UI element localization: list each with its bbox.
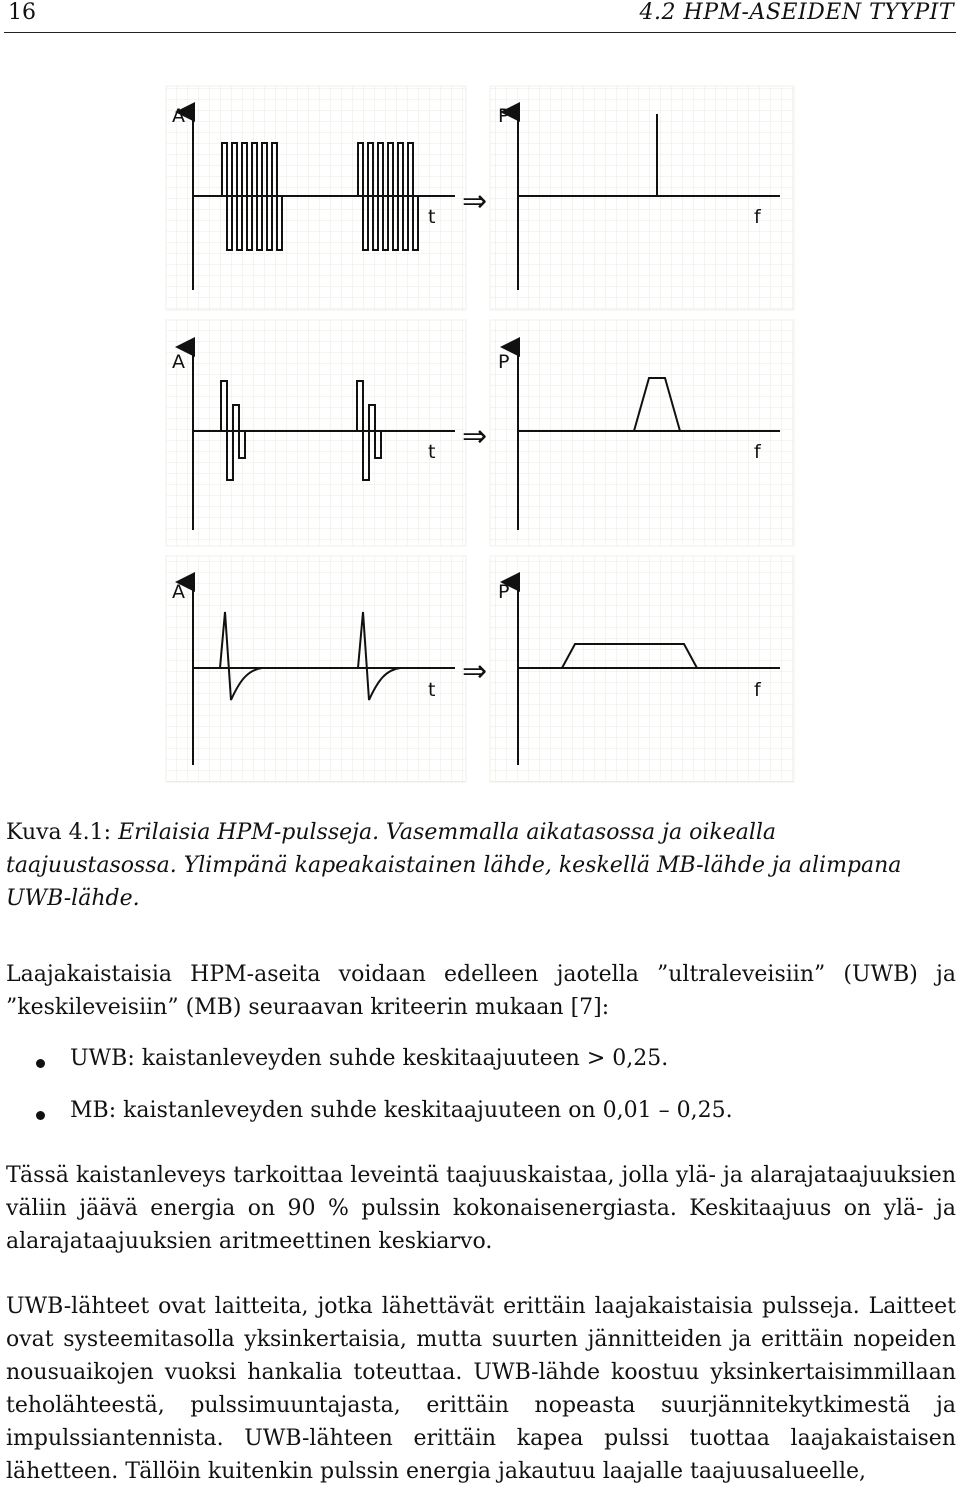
row-ultrawideband xyxy=(166,556,794,782)
axis-label-t-row3: t xyxy=(428,679,436,701)
list-item-text: UWB: kaistanleveyden suhde keskitaajuuteen > 0,25. xyxy=(70,1046,669,1071)
bullet-dot xyxy=(36,1059,45,1068)
list-item-text: MB: kaistanleveyden suhde keskitaajuuteen on 0,01 – 0,25. xyxy=(70,1098,733,1123)
axis-label-t-row1: t xyxy=(428,206,436,228)
running-header: 4.2 HPM-ASEIDEN TYYPIT xyxy=(639,0,954,25)
implies-arrow-row3: ⇒ xyxy=(462,654,488,689)
bullet-dot xyxy=(36,1111,45,1120)
panel-time-row1 xyxy=(166,86,466,310)
row-narrowband xyxy=(166,86,794,310)
axis-label-p-row3: P xyxy=(498,581,510,603)
panel-time-row2 xyxy=(166,320,466,546)
axis-label-f-row3: f xyxy=(754,679,761,701)
axis-label-a-row3: A xyxy=(172,581,185,603)
paragraph-1: Laajakaistaisia HPM-aseita voidaan edelleen jaotella ”ultraleveisiin” (UWB) ja ”keskileveisiin” (MB) seuraavan kriteerin mukaan [7]: xyxy=(6,962,956,1020)
axis-label-p-row2: P xyxy=(498,351,510,373)
paragraph-3: UWB-lähteet ovat laitteita, jotka lähettävät erittäin laajakaistaisia pulsseja. Laitteet ovat systeemitasolla yksinkertaisia, mutta suurten jännitteiden ja erittäin nopeiden nousuaikojen vuoksi hankalia toteuttaa. UWB-lähde koostuu yksinkertaisimmillaan teholähteestä, pulssimuuntajasta, erittäin nopeasta suurjännitekytkimestä ja impulssiantennista. UWB-lähteen erittäin kapea pulssi tuottaa laajakaistaisen lähetteen. Tällöin kuitenkin pulssin energia jakautuu laajalle taajuusalueelle, xyxy=(6,1294,956,1484)
paragraph-2: Tässä kaistanleveys tarkoittaa leveintä taajuuskaistaa, jolla ylä- ja alarajataajuuksien väliin jäävä energia on 90 % pulssin kokonaisenergiasta. Keskitaajuus on ylä- ja alarajataajuuksien aritmeettinen keskiarvo. xyxy=(6,1163,956,1254)
list-item xyxy=(38,1046,668,1071)
page-number: 16 xyxy=(8,0,36,25)
figure-caption xyxy=(6,816,952,915)
caption-label: Kuva 4.1: xyxy=(6,820,112,845)
axis-label-t-row2: t xyxy=(428,441,436,463)
narrowband-burst-2 xyxy=(358,143,418,250)
panel-freq-row1 xyxy=(490,86,794,310)
implies-arrow-row2: ⇒ xyxy=(462,419,488,454)
axis-label-a-row2: A xyxy=(172,351,185,373)
axis-label-f-row2: f xyxy=(754,441,761,463)
axis-label-a-row1: A xyxy=(172,105,185,127)
axis-label-p-row1: P xyxy=(498,105,510,127)
implies-arrow-row1: ⇒ xyxy=(462,184,488,219)
caption-text: Erilaisia HPM-pulsseja. Vasemmalla aikatasossa ja oikealla taajuustasossa. Ylimpänä kapeakaistainen lähde, keskellä MB-lähde ja alimpana UWB-lähde. xyxy=(6,820,902,911)
axis-label-f-row1: f xyxy=(754,206,761,228)
list-item xyxy=(38,1098,733,1123)
row-mesoband xyxy=(166,320,794,546)
narrowband-burst-1 xyxy=(222,143,282,250)
panel-freq-row2 xyxy=(490,320,794,546)
